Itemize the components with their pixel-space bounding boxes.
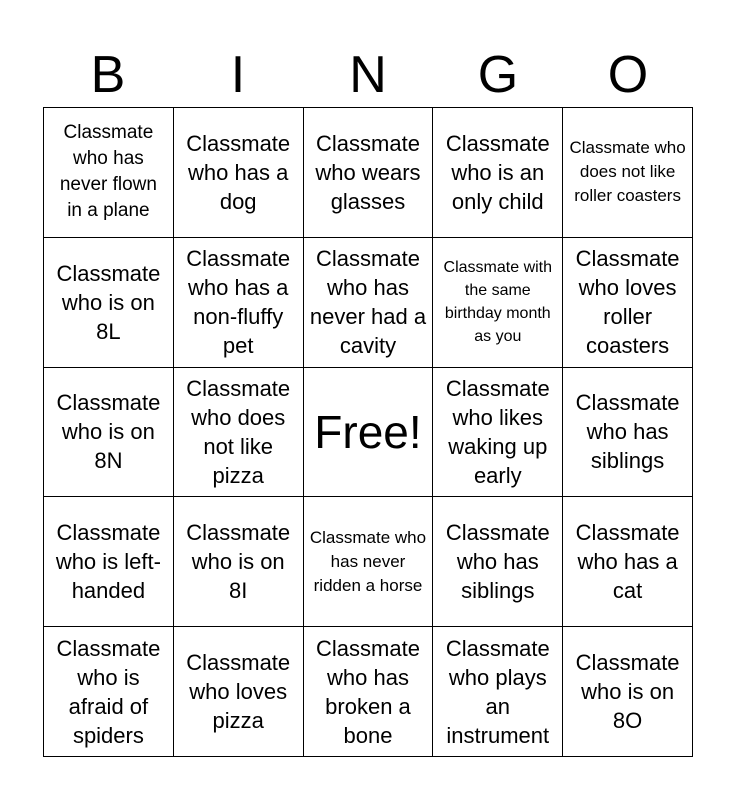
cell-text: Classmate who has siblings: [445, 520, 550, 604]
header-letter-o: O: [607, 46, 649, 104]
cell-text: Classmate who has never had a cavity: [309, 246, 427, 359]
header-letter-n: N: [349, 46, 387, 104]
cell-text: Classmate who is left-handed: [55, 520, 161, 604]
bingo-cell-r3c1[interactable]: [44, 368, 174, 498]
header-letter-i: I: [230, 46, 246, 104]
bingo-cell-r5c1[interactable]: [44, 627, 174, 757]
bingo-cell-r5c3[interactable]: [304, 627, 434, 757]
bingo-cell-r2c4[interactable]: [433, 238, 563, 368]
bingo-cell-free[interactable]: [304, 368, 434, 498]
cell-text: Classmate who has a non-fluffy pet: [186, 246, 291, 359]
cell-text: Classmate who has broken a bone: [316, 635, 420, 748]
cell-text: Classmate who is afraid of spiders: [56, 635, 161, 748]
cell-text: Classmate who is on 8I: [186, 520, 291, 604]
bingo-cell-r1c5[interactable]: [563, 108, 693, 238]
cell-text: Classmate who is on 8N: [56, 390, 161, 474]
cell-text: Classmate with the same birthday month as you: [443, 259, 553, 346]
bingo-cell-r1c3[interactable]: [304, 108, 434, 238]
cell-text: Classmate who is an only child: [445, 130, 550, 214]
cell-text: Classmate who has never ridden a horse: [309, 527, 427, 595]
cell-text: Classmate who loves pizza: [186, 650, 291, 734]
cell-text: Classmate who has a cat: [575, 520, 680, 604]
free-space-text: Free!: [314, 405, 422, 458]
cell-text: Classmate who has siblings: [575, 390, 680, 474]
bingo-cell-r1c1[interactable]: [44, 108, 174, 238]
cell-text: Classmate who is on 8L: [56, 260, 161, 344]
cell-text: Classmate who has never flown in a plane: [59, 122, 157, 222]
bingo-cell-r1c4[interactable]: [433, 108, 563, 238]
bingo-cell-r2c1[interactable]: [44, 238, 174, 368]
cell-text: Classmate who wears glasses: [315, 130, 421, 214]
cell-text: Classmate who does not like pizza: [186, 375, 291, 488]
cell-text: Classmate who has a dog: [186, 130, 291, 214]
bingo-cell-r2c2[interactable]: [174, 238, 304, 368]
header-letter-g: G: [477, 46, 519, 104]
cell-text: Classmate who plays an instrument: [445, 635, 550, 748]
cell-text: Classmate who loves roller coasters: [575, 246, 680, 359]
bingo-cell-r5c5[interactable]: [563, 627, 693, 757]
bingo-cell-r4c5[interactable]: [563, 497, 693, 627]
bingo-board: [43, 107, 693, 757]
cell-text: Classmate who is on 8O: [575, 650, 680, 734]
bingo-header: [43, 42, 693, 108]
bingo-cell-r3c2[interactable]: [174, 368, 304, 498]
bingo-cell-r4c2[interactable]: [174, 497, 304, 627]
bingo-cell-r5c2[interactable]: [174, 627, 304, 757]
bingo-cell-r4c1[interactable]: [44, 497, 174, 627]
header-letter-b: B: [90, 46, 126, 104]
bingo-cell-r3c4[interactable]: [433, 368, 563, 498]
bingo-cell-r2c3[interactable]: [304, 238, 434, 368]
cell-text: Classmate who does not like roller coasters: [569, 138, 686, 206]
bingo-cell-r3c5[interactable]: [563, 368, 693, 498]
bingo-cell-r4c3[interactable]: [304, 497, 434, 627]
bingo-cell-r4c4[interactable]: [433, 497, 563, 627]
cell-text: Classmate who likes waking up early: [445, 375, 550, 488]
bingo-cell-r5c4[interactable]: [433, 627, 563, 757]
bingo-cell-r2c5[interactable]: [563, 238, 693, 368]
bingo-cell-r1c2[interactable]: [174, 108, 304, 238]
